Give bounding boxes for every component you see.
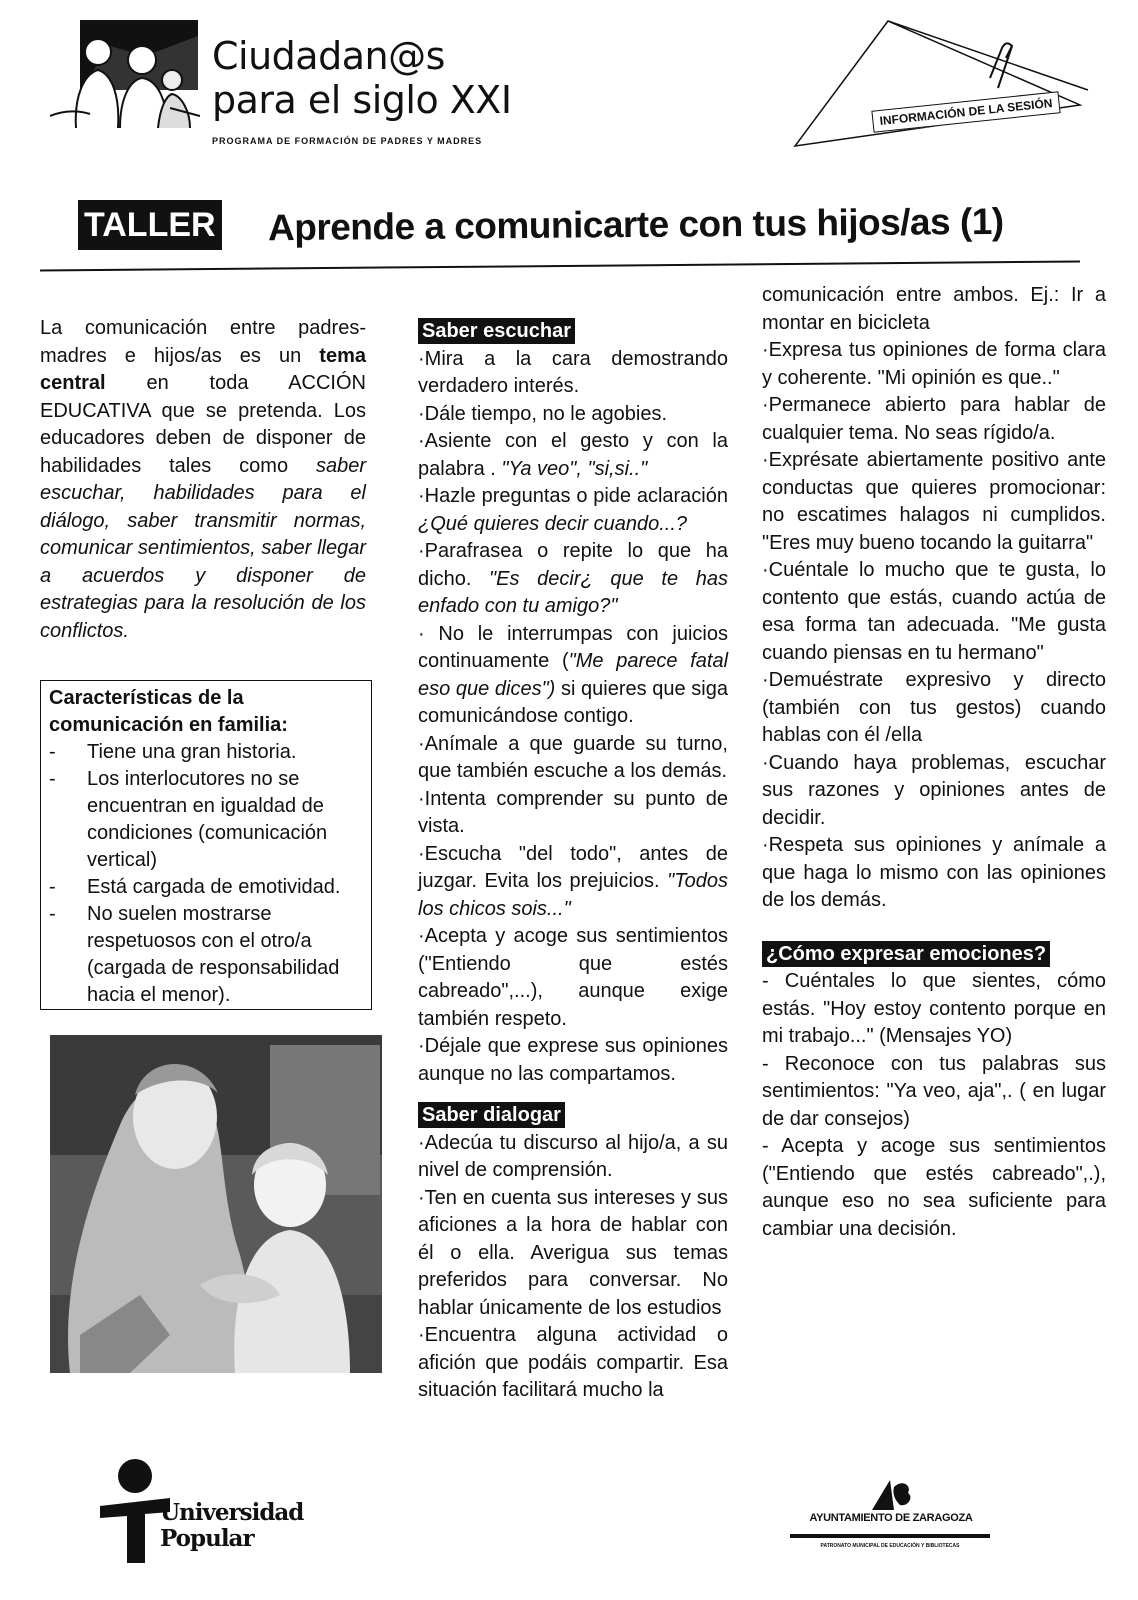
- listen-item-quote: "Me parece fatal eso que dices"): [418, 650, 729, 700]
- listen-item-text: si quieres que siga comunicándose contigo.: [418, 677, 728, 727]
- listen-item-text: ·Escucha "del todo", antes de juzgar. Evita los prejuicios.: [418, 842, 728, 892]
- express-item: ·Cuéntale lo mucho que te gusta, lo contento que estás, cuando actúa de esa forma tan adecuada. "Me gusta cuando piensas en tu hermano": [762, 559, 1106, 664]
- listen-heading: Saber escuchar: [418, 318, 575, 344]
- dialog-item: ·Encuentra alguna actividad o afición que podáis compartir. Esa situación facilitará mucho la: [418, 1324, 728, 1401]
- express-item: ·Expresa tus opiniones de forma clara y coherente. "Mi opinión es que..": [762, 339, 1106, 389]
- listen-item: ·Déjale que exprese sus opiniones aunque no las compartamos.: [418, 1035, 728, 1085]
- listen-item-quote: "Todos los chicos sois...": [418, 870, 728, 920]
- ayuntamiento-subtitle: PATRONATO MUNICIPAL DE EDUCACIÓN Y BIBLIOTECAS: [820, 1543, 960, 1549]
- emotions-item: - Acepta y acoge sus sentimientos ("Entiendo que estés cabreado",.), aunque eso no sea suficiente para cambiar una decisión.: [762, 1135, 1106, 1240]
- intro-bold: tema central: [40, 344, 366, 394]
- listen-item: [418, 841, 728, 924]
- session-info-label: INFORMACIÓN DE LA SESIÓN: [871, 91, 1060, 133]
- listen-item-text: · No le interrumpas con juicios continuamente (: [418, 622, 728, 672]
- intro-italic: saber escuchar, habilidades para el diálogo, saber transmitir normas, comunicar sentimientos, saber llegar a acuerdos y disponer de estrategias para la resolución de los conflictos.: [40, 454, 366, 642]
- page-title: Aprende a comunicarte con tus hijos/as (1): [267, 200, 1004, 249]
- brand-title: [212, 34, 512, 122]
- list-item: - No suelen mostrarse respetuosos con el otro/a (cargada de responsabilidad hacia el menor).: [49, 901, 363, 1009]
- program-logo-image: [50, 16, 200, 128]
- list-item: - Los interlocutores no se encuentran en igualdad de condiciones (comunicación vertical): [49, 766, 363, 874]
- up-line1: Universidad: [160, 1499, 304, 1526]
- listen-item-quote: "Ya veo", "si,si..": [501, 457, 648, 480]
- list-item: - Tiene una gran historia.: [49, 739, 363, 766]
- listen-item: [418, 621, 728, 731]
- listen-item: ·Intenta comprender su punto de vista.: [418, 787, 728, 837]
- intro-text-2: en toda ACCIÓN EDUCATIVA que se pretenda. Los educadores deben de disponer de habilidades tales como: [40, 372, 366, 477]
- session-tag-graphic: [790, 18, 1110, 153]
- universidad-popular-wordmark: [160, 1500, 303, 1552]
- express-item: ·Permanece abierto para hablar de cualquier tema. No seas rígido/a.: [762, 394, 1106, 444]
- characteristics-box: [40, 680, 372, 1010]
- brand-subtitle: PROGRAMA DE FORMACIÓN DE PADRES Y MADRES: [212, 136, 483, 146]
- dialog-continuation: comunicación entre ambos. Ej.: Ir a montar en bicicleta: [762, 284, 1106, 334]
- list-item: - Está cargada de emotividad.: [49, 874, 363, 901]
- title-divider: [40, 260, 1080, 271]
- listen-item-text: ·Asiente con el gesto y con la palabra .: [418, 430, 728, 480]
- listen-item-text: ·Hazle preguntas o pide aclaración: [418, 485, 728, 507]
- parent-child-photo: [50, 1035, 382, 1373]
- intro-text-1: La comunicación entre padres-madres e hijos/as es un: [40, 317, 366, 367]
- ayuntamiento-name: AYUNTAMIENTO DE ZARAGOZA: [809, 1512, 973, 1524]
- listen-item: ·Anímale a que guarde su turno, que también escuche a los demás.: [418, 732, 728, 782]
- express-item: ·Exprésate abiertamente positivo ante conductas que quieres promocionar: no escatimes halagos ni cumplidos. "Eres muy bueno tocando la guitarra": [762, 449, 1106, 554]
- listen-item: [418, 483, 728, 538]
- express-item: ·Respeta sus opiniones y anímale a que haga lo mismo con las opiniones de los demás.: [762, 834, 1106, 911]
- dialog-item: ·Adecúa tu discurso al hijo/a, a su nivel de comprensión.: [418, 1131, 728, 1181]
- brand-title-line2: para el siglo XXI: [212, 78, 512, 122]
- listen-item: [418, 538, 728, 621]
- emotions-item: - Reconoce con tus palabras sus sentimientos: "Ya veo, aja",. ( en lugar de dar consejos): [762, 1052, 1106, 1130]
- express-item: ·Demuéstrate expresivo y directo (también con tus gestos) cuando hablas con él /ella: [762, 669, 1106, 746]
- listen-item: ·Mira a la cara demostrando verdadero interés.: [418, 347, 728, 397]
- dialog-heading: Saber dialogar: [418, 1102, 565, 1128]
- listen-item: ·Dále tiempo, no le agobies.: [418, 402, 668, 425]
- up-line2: Popular: [160, 1525, 254, 1552]
- listen-item-text: ·Parafrasea o repite lo que ha dicho.: [418, 540, 728, 590]
- listen-item: [418, 428, 728, 483]
- emotions-heading: ¿Cómo expresar emociones?: [762, 941, 1050, 967]
- brand-title-line1: Ciudadan@s: [212, 34, 445, 78]
- listen-item: ·Acepta y acoge sus sentimientos ("Entiendo que estés cabreado",...), aunque exige también respeto.: [418, 925, 728, 1030]
- column-express: [762, 282, 1106, 1243]
- characteristics-title: Características de la comunicación en familia:: [49, 687, 288, 736]
- express-item: ·Cuando haya problemas, escuchar sus razones y opiniones antes de decidir.: [762, 751, 1106, 829]
- emotions-item: - Cuéntales lo que sientes, cómo estás. "Hoy estoy contento porque en mi trabajo..." (Mensajes YO): [762, 970, 1106, 1047]
- column-listen-dialog: [418, 318, 728, 1405]
- taller-badge: TALLER: [78, 200, 222, 250]
- listen-item-quote: "Es decir¿ que te has enfado con tu amigo?": [418, 567, 728, 617]
- dialog-item: ·Ten en cuenta sus intereses y sus aficiones a la hora de hablar con él o ella. Averigua sus temas preferidos para conversar. No hablar únicamente de los estudios: [418, 1186, 728, 1319]
- intro-paragraph: [40, 315, 366, 645]
- characteristics-list: [49, 739, 363, 1009]
- ayuntamiento-divider: [790, 1534, 990, 1538]
- listen-item-quote: ¿Qué quieres decir cuando...?: [418, 512, 688, 535]
